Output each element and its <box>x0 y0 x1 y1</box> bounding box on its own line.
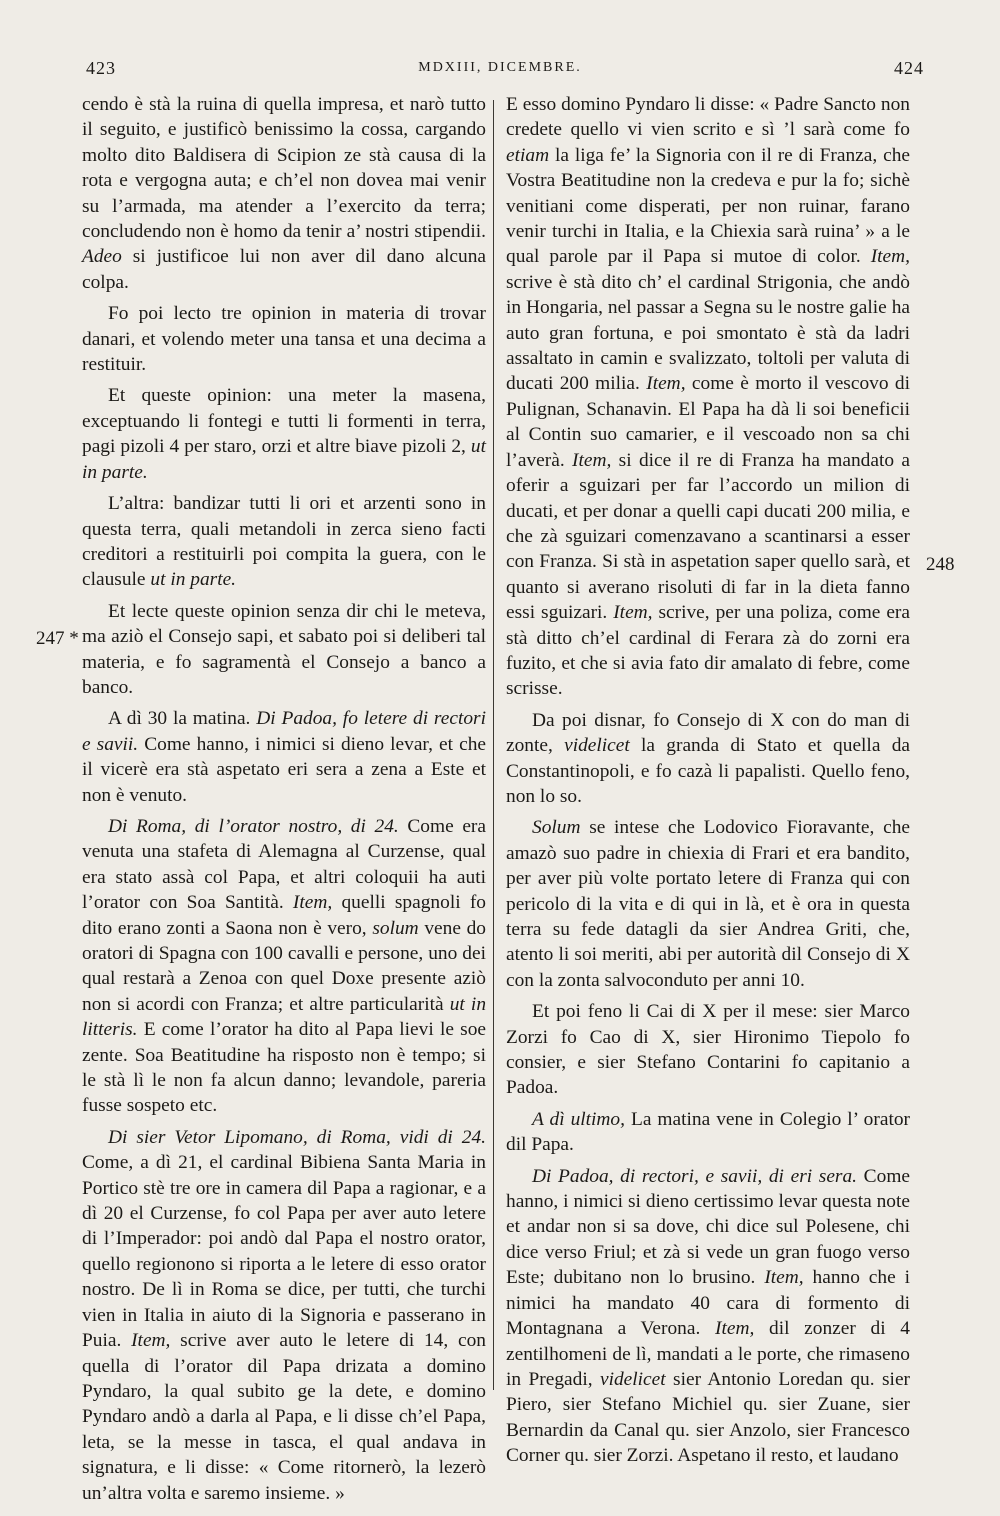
paragraph: E esso domino Pyndaro li disse: « Padre Sancto non credete quello vi vien scrito e sì ’l sarà come fo etiam la liga fe’ la Signoria con il re di Franza, che Vostra Beatitudine non la credeva e pur la fo; sichè venitiani come disperati, per non ruinar, farano venir turchi in Italia, e la Chiexia sarà ruina’ » a le qual parole par il Papa si mutoe di color. Item, scrive è stà dito ch’ el cardinal Strigonia, che andò in Hongaria, nel passar a Segna su le nostre galie ha auto gran fortuna, e poi smontato è stà da ladri assaltato in camin e svalizzato, toltoli per valuta di ducati 200 milia. Item, come è morto il vescovo di Pulignan, Schanavin. El Papa ha dà li soi beneficii al Contin suo camarier, e il vescoado non sa chi l’averà. Item, si dice il re di Franza ha mandato a oferir a sguizari per far l’accordo un milion di ducati, et per donar a quelli capi ducati 200 milia, e che zà sguizari comenzavano a scantinarsi a esser con Franza. Si stà in aspetation saper quello sarà, et quanto si averano risoluti di far in la dieta fanno essi sguizari. Item, scrive, per una poliza, come era stà ditto ch’el cardinal di Ferara zà do zorni era fuzito, et che si avia fato dir amalato di febre, come scrisse. <box>506 94 910 700</box>
right-column <box>506 92 910 1469</box>
paragraph: A dì 30 la matina. Di Padoa, fo letere di rectori e savii. Come hanno, i nimici si dieno levar, et che il vicerè era stà aspetato eri sera a zena a Este et non è venuto. <box>82 708 486 806</box>
paragraph: Solum se intese che Lodovico Fioravante, che amazò suo padre in chiexia di Frari et era bandito, per aver più volte portato letere di Franza qui con pericolo di la vita e di qui in là, et è ora in questa terra su fede datagli da sier Andrea Griti, che, atento li soi meriti, abi per autorità dil Consejo di X con la zonta salvoconduto per anni 10. <box>506 817 910 991</box>
left-column <box>82 92 486 1506</box>
margin-note-right: 248 <box>926 554 955 575</box>
paragraph: Fo poi lecto tre opinion in materia di trovar danari, et volendo meter una tansa et una decima a restituir. <box>82 303 486 376</box>
paragraph: A dì ultimo, La matina vene in Colegio l’ orator dil Papa. <box>506 1108 910 1156</box>
paragraph: Et poi feno li Cai di X per il mese: sier Marco Zorzi fo Cao di X, sier Hironimo Tiepolo fo consier, e sier Stefano Contarini fo capitanio a Padoa. <box>506 1001 910 1099</box>
paragraph: Da poi disnar, fo Consejo di X con do man di zonte, videlicet la granda di Stato et quella da Constantinopoli, e fo cazà li papalisti. Quello feno, non lo so. <box>506 709 910 807</box>
paragraph: Di Roma, di l’orator nostro, di 24. Come era venuta una stafeta di Alemagna al Curzense, qual era stato assà col Papa, et altri coloquii ha auti l’orator con Soa Santità. Item, quelli spagnoli fo dito erano zonti a Saona non è vero, solum vene do oratori di Spagna con 100 cavalli e persone, uno dei qual restarà a Zenoa con quel Doxe presente aziò non si acordi con Franza; et altre particularità ut in litteris. E come l’orator ha dito al Papa lievi le soe zente. Soa Beatitudine ha risposto non è tempo; si le stà lì le non fa alcun danno; levandole, pareria fusse sospeto etc. <box>82 815 487 1117</box>
page-number-left: 423 <box>86 58 116 78</box>
paragraph: Et queste opinion: una meter la masena, exceptuando li fontegi e tutti li formenti in terra, pagi pizoli 4 per staro, orzi et altre biave pizoli 2, ut in parte. <box>82 385 486 483</box>
paragraph: cendo è stà la ruina di quella impresa, et narò tutto il seguito, e justificò benissimo la cossa, cargando molto dito Baldisera di Scipion ze stà causa di la rota e vergogna auta; e ch’el non dovea mai venir su l’armada, ma atender a l’exercito da terra; concludendo non è homo da tenir a’ nostri stipendii. Adeo si justificoe lui non aver dil dano alcuna colpa. <box>82 94 486 293</box>
running-title: MDXIII, DICEMBRE. <box>418 60 582 75</box>
paragraph: Di Padoa, di rectori, e savii, di eri sera. Come hanno, i nimici si dieno certissimo levar questa note et andar non si sa dove, chi dice sul Polesene, chi dice verso Friul; et zà si vede un gran fuogo verso Este; dubitano non lo brusino. Item, hanno che i nimici ha mandato 40 cara di formento di Montagnana a Verona. Item, dil zonzer di 4 zentilhomeni de lì, mandati a le porte, che rimaseno in Pregadi, videlicet sier Antonio Loredan qu. sier Piero, sier Stefano Michiel qu. sier Zuane, sier Bernardin da Canal qu. sier Anzolo, sier Francesco Corner qu. sier Zorzi. Aspetano il resto, et laudano <box>506 1165 911 1467</box>
page-header <box>0 58 1000 88</box>
paragraph: L’altra: bandizar tutti li ori et arzenti sono in questa terra, quali metandoli in zerca sieno facti creditori a restituirli poi compita la guera, con le clausule ut in parte. <box>82 493 486 591</box>
margin-note-left: 247 * <box>36 628 79 649</box>
page-number-right: 424 <box>894 58 924 78</box>
paragraph: Di sier Vetor Lipomano, di Roma, vidi di 24. Come, a dì 21, el cardinal Bibiena Santa Maria in Portico stè tre ore in camera dil Papa a ragionar, e a dì 20 el Curzense, fo col Papa per aver auto letere di l’Imperador: poi andò dal Papa el nostro orator, quello regionono si riporta a le letere di esso orator nostro. De lì in Roma se dice, per tutti, che turchi vien in Italia in aiuto di la Signoria e passerano in Puia. Item, scrive aver auto le letere di 14, con quella di l’orator dil Papa drizata a domino Pyndaro, la qual subito ge la dete, e domino Pyndaro andò a darla al Papa, e li disse ch’el Papa, leta, se la messe in tasca, el qual andava in signatura, e li disse: « Come ritornerò, la lezerò un’altra volta e saremo insieme. » <box>82 1126 486 1504</box>
paragraph: Et lecte queste opinion senza dir chi le meteva, ma aziò el Consejo sapi, et sabato poi si deliberi tal materia, e fo sagramentà el Consejo a banco a banco. <box>82 600 486 698</box>
column-divider <box>493 100 494 1390</box>
